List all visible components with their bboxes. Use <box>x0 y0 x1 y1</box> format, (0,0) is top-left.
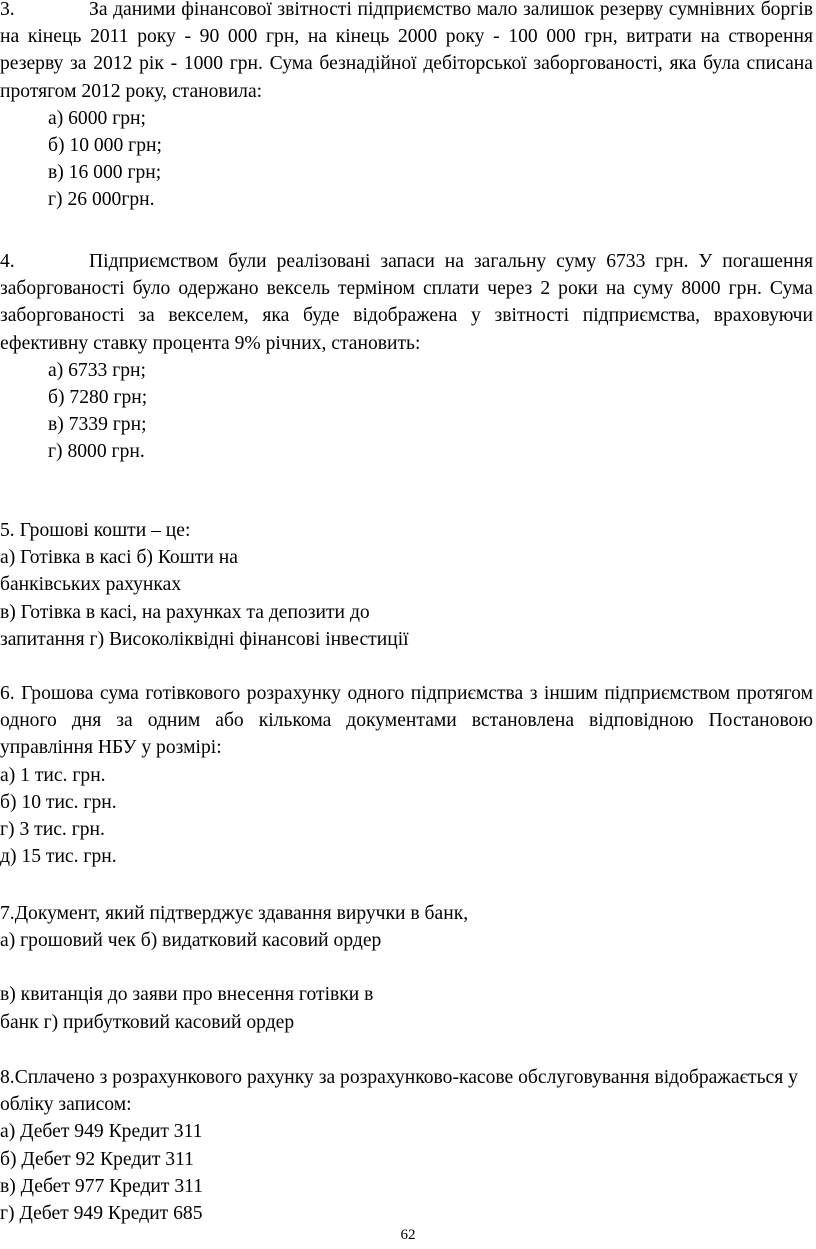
question-3-option-b: б) 10 000 грн; <box>48 135 162 157</box>
question-6-option-b: б) 10 тис. грн. <box>0 791 117 813</box>
question-7-line-1: 7.Документ, який підтверджує здавання виручки в банк, <box>0 903 469 924</box>
question-3-option-a: а) 6000 грн; <box>48 107 146 129</box>
question-4-option-b: б) 7280 грн; <box>48 387 148 409</box>
question-7-line-3: в) квитанція до заяви про внесення готівки в <box>0 984 374 1006</box>
question-3-body: За даними фінансової звітності підприємство мало залишок резерву сумнівних боргів на кінець 2011 року - 90 000 грн, на кінець 2000 року - 100 000 грн, витрати на створення резерву за 2012 рік - 1000 грн. Сума безнадійної дебіторської заборгованості, яка була списана протягом 2012 року, становила: <box>0 0 813 102</box>
question-6-option-c: г) 3 тис. грн. <box>0 819 105 841</box>
question-5-line-2: а) Готівка в касі б) Кошти на <box>0 547 238 569</box>
question-3-option-d: г) 26 000грн. <box>48 189 155 211</box>
question-5-line-1: 5. Грошові кошти – це: <box>0 520 191 541</box>
question-7-line-4: банк г) прибутковий касовий ордер <box>0 1011 295 1033</box>
question-8-option-d: г) Дебет 949 Кредит 685 <box>0 1203 203 1225</box>
question-6-option-d: д) 15 тис. грн. <box>0 846 117 868</box>
question-7-line-2: а) грошовий чек б) видатковий касовий ордер <box>0 930 382 952</box>
question-3-option-c: в) 16 000 грн; <box>48 162 162 184</box>
question-3 <box>0 0 813 214</box>
question-3-text <box>0 0 813 105</box>
question-5-line-5: запитання г) Високоліквідні фінансові інвестиції <box>0 628 409 650</box>
question-5-line-3: банківських рахунках <box>0 574 182 596</box>
question-6-option-a: а) 1 тис. грн. <box>0 764 106 786</box>
question-5 <box>0 517 813 653</box>
question-8-text: 8.Сплачено з розрахункового рахунку за розрахунково-касове обслуговування відображається у обліку записом: <box>0 1067 798 1116</box>
question-6-text: 6. Грошова сума готівкового розрахунку одного підприємства з іншим підприємством протягом одного дня за одним або кількома документами встановлена відповідною Постановою управління НБУ у розмірі: <box>0 683 813 759</box>
question-4 <box>0 248 813 466</box>
page-number: 62 <box>400 1227 416 1243</box>
question-8-option-c: в) Дебет 977 Кредит 311 <box>0 1175 204 1197</box>
question-8-option-a: а) Дебет 949 Кредит 311 <box>0 1121 203 1143</box>
question-4-option-c: в) 7339 грн; <box>48 414 147 436</box>
question-7 <box>0 900 813 1036</box>
question-3-number: 3. <box>0 0 15 20</box>
question-4-number: 4. <box>0 251 15 272</box>
question-8 <box>0 1064 813 1227</box>
question-6 <box>0 680 813 870</box>
question-4-option-d: г) 8000 грн. <box>48 441 145 463</box>
question-5-line-4: в) Готівка в касі, на рахунках та депозити до <box>0 601 370 623</box>
question-4-text <box>0 248 813 357</box>
question-8-option-b: б) Дебет 92 Кредит 311 <box>0 1148 194 1170</box>
question-4-body: Підприємством були реалізовані запаси на загальну суму 6733 грн. У погашення заборгованості було одержано вексель терміном сплати через 2 роки на суму 8000 грн. Сума заборгованості за векселем, яка буде відображена у звітності підприємства, враховуючи ефективну ставку процента 9% річних, становить: <box>0 251 813 354</box>
question-4-option-a: а) 6733 грн; <box>48 359 146 381</box>
